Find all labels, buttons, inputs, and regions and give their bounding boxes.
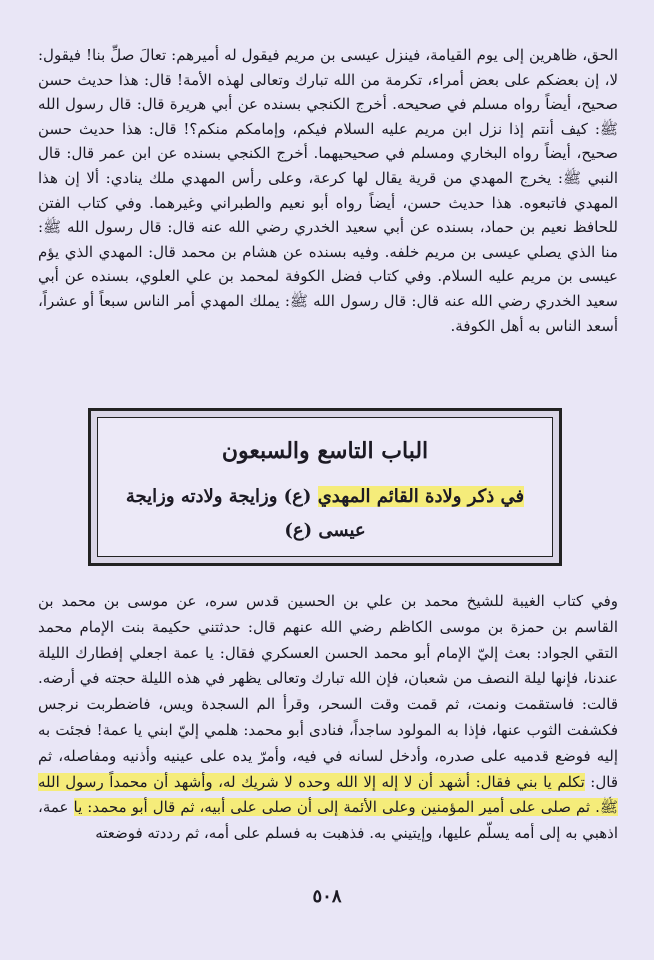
highlighted-passage: تكلم يا بني فقال: أشهد أن لا إله إلا الله وحده لا شريك له، وأشهد أن محمداً رسول الله ﷺ. ثم صلى على أمير المؤمنين وعلى الأئمة إلى أن صلى على أبيه، ثم قال أبو محمد: يا (38, 772, 618, 817)
chapter-subtitle-highlight: في ذكر ولادة القائم المهدي (317, 486, 525, 507)
body-paragraph-top: الحق، ظاهرين إلى يوم القيامة، فينزل عيسى بن مريم فيقول له أميرهم: تعالَ صلِّ بنا! فيقول: لا، إن بعضكم على بعض أمراء، تكرمة من الله تبارك وتعالى لهذه الأمة! قال: هذا حديث حسن صحيح، أيضاً رواه مسلم في صحيحه. أخرج الكنجي بسنده عن أبي هريرة قال: قال رسول الله ﷺ: كيف أنتم إذا نزل ابن مريم عليه السلام فيكم، وإمامكم منكم؟! قال: هذا حديث حسن صحيح، أيضاً رواه البخاري ومسلم في صحيحيهما. أخرج الكنجي بسنده عن ابن عمر قال: قال النبي ﷺ: يخرج المهدي من قرية يقال لها كرعة، وعلى رأس المهدي ملك ينادي: ألا إن هذا المهدي فاتبعوه. هذا حديث حسن، أيضاً رواه أبو نعيم والطبراني وغيرهما. وفي كتاب الفتن للحافظ نعيم بن حماد، بسنده عن أبي سعيد الخدري رضي الله عنه قال: قال رسول الله ﷺ: منا الذي يصلي عيسى بن مريم خلفه. وفيه بسنده عن هشام بن محمد قال: المهدي الذي يؤم عيسى بن مريم عليه السلام. وفي كتاب فضل الكوفة لمحمد بن علي العلوي، بسنده عن أبي سعيد الخدري رضي الله عنه قال: قال رسول الله ﷺ: يملك المهدي أمر الناس سبعاً أو عشراً، أسعد الناس به أهل الكوفة. (38, 46, 618, 335)
paragraph-text-before: وفي كتاب الغيبة للشيخ محمد بن علي بن الحسين قدس سره، عن موسى بن محمد بن القاسم بن حمزة بن موسى الكاظم رضي الله عنهم قال: حدثتني حكيمة بنت الإمام محمد التقي الجواد: بعث إليّ الإمام أبو محمد الحسن العسكري فقال: يا عمة اجعلي إفطارك الليلة عندنا، فإنها ليلة النصف من شعبان، فإن الله تبارك وتعالى يظهر في هذه الليلة حجته في أرضه. قالت: فاستقمت ونمت، ثم قمت وقت السحر، وقرأ الم السجدة ويس، فاضطربت نرجس فكشفت الثوب عنها، فإذا به المولود ساجداً، فنادى أبو محمد: هلمي إليّ ابني يا عمة! فجئت به إليه فوضع قدميه على صدره، وأدخل لسانه في فيه، وأمرّ يده على عينيه وأذنيه ومفاصله، ثم قال: (38, 592, 618, 791)
page-number: ٥٠٨ (312, 886, 342, 907)
chapter-heading-frame (97, 417, 553, 557)
body-paragraph-bottom (38, 589, 618, 847)
chapter-title: الباب التاسع والسبعون (221, 438, 429, 464)
paragraph-text-after: عمة، اذهبي به إلى أمه يسلّم عليها، وإيتيني به. فذهبت به فسلم على أمه، ثم رددته فوضعته (38, 798, 618, 843)
chapter-subtitle-rest: (ع) وزايجة ولادته وزايجة عيسى (ع) (125, 486, 366, 541)
chapter-heading-box (88, 408, 562, 566)
chapter-subtitle (112, 480, 538, 548)
